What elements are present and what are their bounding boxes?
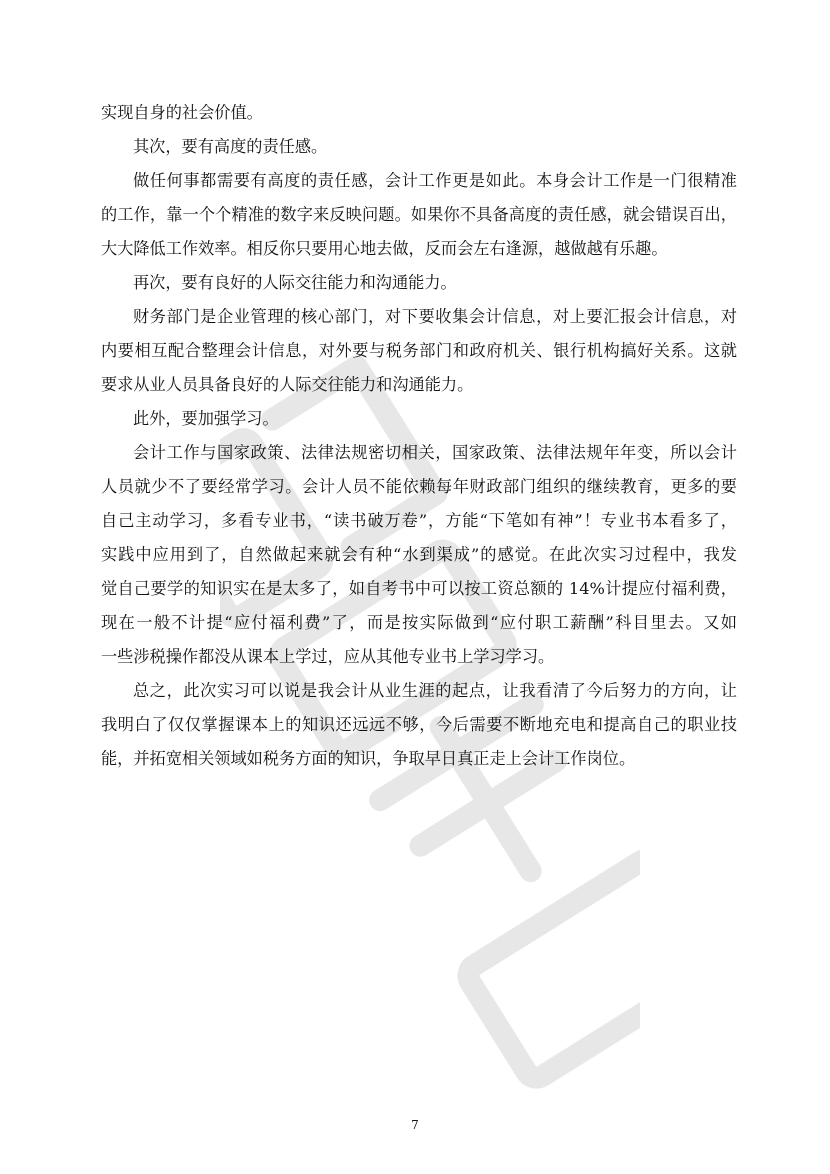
page-number: 7 — [411, 1118, 419, 1132]
text-line: 总之，此次实习可以说是我会计从业生涯的起点，让我看清了今后努力的方向，让 — [133, 681, 737, 700]
section-heading-line: 再次，要有良好的人际交往能力和沟通能力。 — [133, 273, 457, 292]
text-line: 内要相互配合整理会计信息，对外要与税务部门和政府机关、银行机构搞好关系。这就 — [101, 341, 737, 360]
text-line: 财务部门是企业管理的核心部门，对下要收集会计信息，对上要汇报会计信息，对 — [133, 307, 737, 326]
text-line: 自己主动学习，多看专业书，“读书破万卷”，方能“下笔如有神”！专业书本看多了， — [101, 511, 737, 530]
body-text — [101, 96, 737, 776]
text-line: 实现自身的社会价值。 — [101, 103, 263, 122]
text-line: 我明白了仅仅掌握课本上的知识还远远不够，今后需要不断地充电和提高自己的职业技 — [101, 715, 737, 734]
text-line: 觉自己要学的知识实在是太多了，如自考书中可以按工资总额的 14%计提应付福利费， — [101, 579, 737, 598]
section-heading-line: 此外，要加强学习。 — [133, 409, 279, 428]
text-line: 会计工作与国家政策、法律法规密切相关，国家政策、法律法规年年变，所以会计 — [133, 443, 737, 462]
text-line: 现在一般不计提“应付福利费”了，而是按实际做到“应付职工薪酬”科目里去。又如 — [101, 613, 737, 632]
text-line: 能，并拓宽相关领域如税务方面的知识，争取早日真正走上会计工作岗位。 — [101, 749, 636, 768]
text-line: 大大降低工作效率。相反你只要用心地去做，反而会左右逢源，越做越有乐趣。 — [101, 239, 668, 258]
text-line: 的工作，靠一个个精准的数字来反映问题。如果你不具备高度的责任感，就会错误百出， — [101, 205, 737, 224]
text-line: 做任何事都需要有高度的责任感，会计工作更是如此。本身会计工作是一门很精准 — [133, 171, 737, 190]
section-heading-line: 其次，要有高度的责任感。 — [133, 137, 328, 156]
text-line: 要求从业人员具备良好的人际交往能力和沟通能力。 — [101, 375, 474, 394]
text-line: 实践中应用到了，自然做起来就会有种“水到渠成”的感觉。在此次实习过程中，我发 — [101, 545, 737, 564]
text-line: 一些涉税操作都没从课本上学过，应从其他专业书上学习学习。 — [101, 647, 555, 666]
text-line: 人员就少不了要经常学习。会计人员不能依赖每年财政部门组织的继续教育，更多的要 — [101, 477, 737, 496]
